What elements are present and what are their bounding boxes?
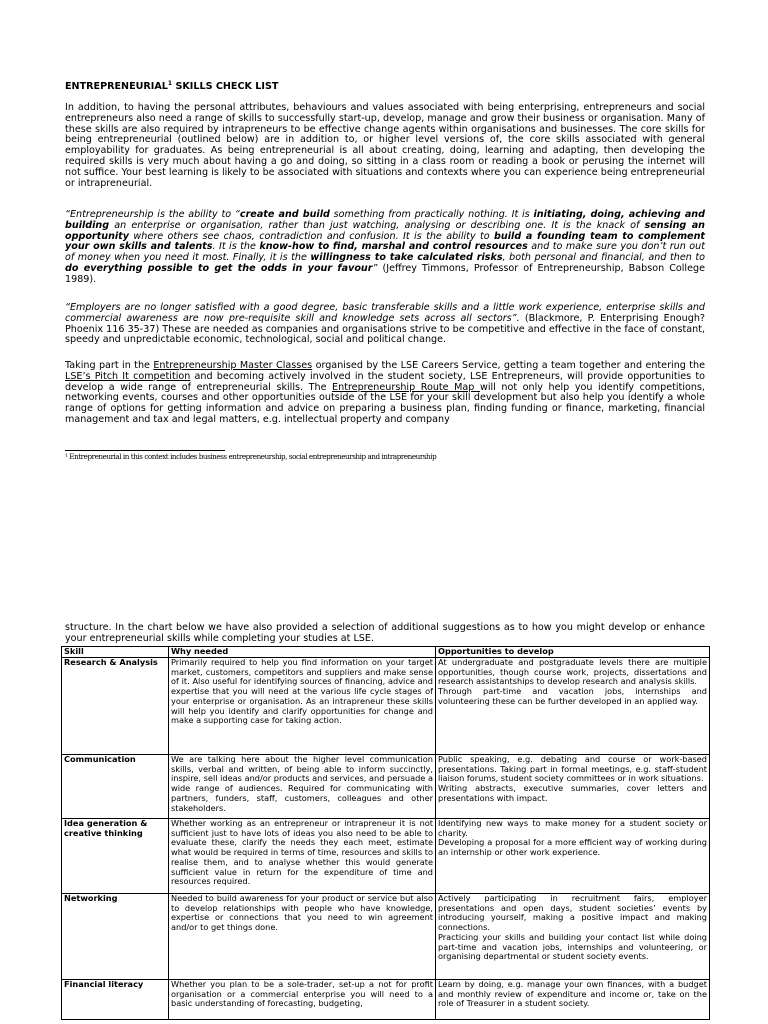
opportunities-cell: Public speaking, e.g. debating and course or work-based presentations. Taking part in formal meetings, e.g. staff-student liaison forums, student society committees or in work situations. Writing abstracts, executive summaries, cover letters and presentations with impact. <box>436 755 710 819</box>
footnote: ¹ Entrepreneurial in this context includes business entrepreneurship, social entrepreneurship and intrapreneurship <box>65 452 437 461</box>
opportunities-cell: Learn by doing, e.g. manage your own finances, with a budget and monthly review of expenditure and income or, take on the role of Treasurer in a student society. <box>436 980 710 1020</box>
why-cell: Primarily required to help you find information on your target market, customers, competitors and suppliers and make sense of it. Also useful for identifying sources of financing, advice and expertise that you will need at the various life cycle stages of your enterprise or organisation. As an intrapreneur these skills will help you identify and clarify opportunities for change and make a supporting case for taking action. <box>169 658 436 755</box>
header-skill: Skill <box>62 647 169 658</box>
document-title: ENTREPRENEURIAL$^1$ SKILLS CHECK LIST <box>65 80 279 93</box>
intro-paragraph: In addition, to having the personal attributes, behaviours and values associated with being enterprising, entrepreneurs and social entrepreneurs also need a range of skills to successfully start-up, develop, manage and grow their business or organisation. Many of these skills are also required by intrapreneurs to be effective change agents within organisations and businesses. The core skills for being entrepreneurial (outlined below) are in addition to, or higher level versions of, the core skills associated with general employability for graduates. As being entrepreneurial is all about creating, doing, learning and adapting, then developing the required skills is very much about having a go and doing, so sitting in a class room or reading a book or perusing the internet will not suffice. Your best learning is likely to be associated with situations and contexts where you can experience being entrepreneurial or intrapreneurial. <box>65 102 705 189</box>
table-row <box>62 658 710 755</box>
footnote-divider <box>65 450 225 451</box>
footnote-marker: 1 <box>167 80 173 87</box>
header-why-needed: Why needed <box>169 647 436 658</box>
lse-opportunities-paragraph: Taking part in the Entrepreneurship Master Classes organised by the LSE Careers Service, getting a team together and entering the LSE’s Pitch It competition and becoming actively involved in the student society, LSE Entrepreneurs, will provide opportunities to develop a wide range of entrepreneurial skills. The Entrepreneurship Route Map will not only help you identify competitions, networking events, courses and other opportunities outside of the LSE for your skill development but also help you identify a whole range of options for getting information and advice on preparing a business plan, finding funding or finance, marketing, financial management and tax and legal matters, e.g. intellectual property and company <box>65 360 706 425</box>
skill-cell: Communication <box>62 755 169 819</box>
header-opportunities: Opportunities to develop <box>436 647 710 658</box>
why-cell: We are talking here about the higher level communication skills, verbal and written, of being able to inform succinctly, inspire, sell ideas and/or products and services, and persuade a wide range of audiences. Required for communicating with partners, funders, staff, customers, colleagues and other stakeholders. <box>169 755 436 819</box>
skill-cell: Research & Analysis <box>62 658 169 755</box>
timmons-quote: “Entrepreneurship is the ability to “create and build something from practically nothing. It is initiating, doing, achieving and building an enterprise or organisation, rather than just watching, analysing or describing one. It is the knack of sensing an opportunity where others see chaos, contradiction and confusion. It is the ability to build a founding team to complement your own skills and talents. It is the know-how to find, marshal and control resources and to make sure you don’t run out of money when you need it most. Finally, it is the willingness to take calculated risks, both personal and financial, and then to do everything possible to get the odds in your favour” (Jeffrey Timmons, Professor of Entrepreneurship, Babson College 1989). <box>65 209 705 285</box>
opportunities-cell: At undergraduate and postgraduate levels there are multiple opportunities, though course work, projects, dissertations and research assistantships to develop research and analysis skills. Through part-time and vacation jobs, internships and volunteering these can be further developed in an applied way. <box>436 658 710 755</box>
skill-cell: Idea generation & creative thinking <box>62 819 169 894</box>
why-cell: Needed to build awareness for your product or service but also to develop relationships with people who have knowledge, expertise or connections that you need to win agreement and/or to get things done. <box>169 894 436 980</box>
pitch-it-link[interactable]: LSE’s Pitch It competition <box>65 370 191 382</box>
master-classes-link[interactable]: Entrepreneurship Master Classes <box>153 360 313 371</box>
why-cell: Whether working as an entrepreneur or intrapreneur it is not sufficient just to have lots of ideas you also need to be able to evaluate these, clarify the needs they each meet, estimate what would be required in terms of time, resources and skills to realise them, and to analyse whether this would generate sufficient value in return for the expenditure of time and resources required. <box>169 819 436 894</box>
why-cell: Whether you plan to be a sole-trader, set-up a not for profit organisation or a commercial enterprise you will need to a basic understanding of forecasting, budgeting, <box>169 980 436 1020</box>
opportunities-cell: Identifying new ways to make money for a student society or charity. Developing a proposal for a more efficient way of working during an internship or other work experience. <box>436 819 710 894</box>
table-row <box>62 819 710 894</box>
table-row <box>62 894 710 980</box>
table-header-row <box>62 647 710 658</box>
opportunities-cell: Actively participating in recruitment fairs, employer presentations and open days, student societies’ events by introducing yourself, making a positive impact and making connections. Practicing your skills and building your contact list while doing part-time and vacation jobs, internships and volunteering, or organising departmental or student society events. <box>436 894 710 980</box>
skill-cell: Networking <box>62 894 169 980</box>
blackmore-quote: “Employers are no longer satisfied with a good degree, basic transferable skills and a little work experience, enterprise skills and commercial awareness are now pre-requisite skill and knowledge sets across all sectors”. (Blackmore, P. Enterprising Enough? Phoenix 116 35-37) These are needed as companies and organisations strive to be competitive and effective in the face of constant, speedy and unpredictable economic, technological, social and political change. <box>65 302 705 346</box>
skill-cell: Financial literacy <box>62 980 169 1020</box>
table-row <box>62 755 710 819</box>
skills-table <box>61 646 710 1020</box>
route-map-link[interactable]: Entrepreneurship Route Map <box>332 381 480 393</box>
continuation-paragraph: structure. In the chart below we have also provided a selection of additional suggestions as to how you might develop or enhance your entrepreneurial skills while completing your studies at LSE. <box>65 622 705 644</box>
table-row <box>62 980 710 1020</box>
